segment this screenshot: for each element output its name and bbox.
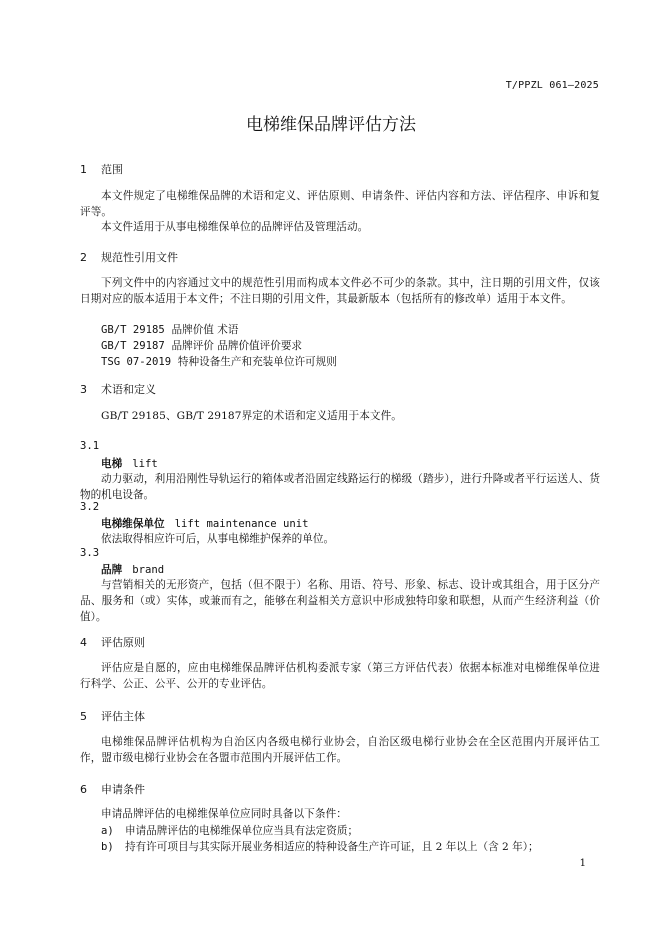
section-6-heading xyxy=(80,781,145,797)
term-en: brand xyxy=(132,564,165,576)
reference-name: 特种设备生产和充装单位许可规则 xyxy=(177,356,337,368)
section-number: 1 xyxy=(80,163,87,176)
list-item xyxy=(101,839,539,854)
section-title: 范围 xyxy=(101,163,123,176)
reference-name: 品牌评价 品牌价值评价要求 xyxy=(171,340,303,352)
term-number: 3.1 xyxy=(80,440,100,452)
term-en: lift maintenance unit xyxy=(174,518,309,530)
section-title: 评估原则 xyxy=(101,636,145,649)
list-marker: b) xyxy=(101,841,114,853)
section-number: 2 xyxy=(80,251,87,264)
section-4-heading xyxy=(80,634,145,650)
reference-code: GB/T 29185 xyxy=(101,324,165,336)
term-zh: 品牌 xyxy=(101,564,123,576)
section-number: 5 xyxy=(80,710,87,723)
section-3-paragraph-1: GB/T 29185、GB/T 29187界定的术语和定义适用于本文件。 xyxy=(101,410,402,422)
term-definition: 与营销相关的无形资产，包括（但不限于）名称、用语、符号、形象、标志、设计或其组合，用于区分产品、服务和（或）实体，或兼而有之，能够在利益相关方意识中形成独特印象和联想，从而产生经济利益（价值）。 xyxy=(80,579,600,623)
list-text: 申请品牌评估的电梯维保单位应当具有法定资质； xyxy=(125,825,359,837)
section-title: 规范性引用文件 xyxy=(101,251,178,264)
list-marker: a) xyxy=(101,825,114,837)
page-number: 1 xyxy=(579,858,586,869)
section-number: 4 xyxy=(80,636,87,649)
section-2-paragraph-1: 下列文件中的内容通过文中的规范性引用而构成本文件必不可少的条款。其中，注日期的引用文件，仅该日期对应的版本适用于本文件；不注日期的引用文件，其最新版本（包括所有的修改单）适用于本文件。 xyxy=(80,277,600,305)
section-6-paragraph-1: 申请品牌评估的电梯维保单位应同时具备以下条件： xyxy=(101,808,347,820)
term-number: 3.2 xyxy=(80,501,100,513)
section-5-paragraph-1: 电梯维保品牌评估机构为自治区内各级电梯行业协会，自治区级电梯行业协会在全区范围内开展评估工作，盟市级电梯行业协会在各盟市范围内开展评估工作。 xyxy=(80,736,600,764)
term-heading xyxy=(101,516,309,531)
term-definition: 依法取得相应许可后，从事电梯维护保养的单位。 xyxy=(101,533,335,545)
section-1-paragraph-1: 本文件规定了电梯维保品牌的术语和定义、评估原则、申请条件、评估内容和方法、评估程序、申诉和复评等。 xyxy=(80,190,600,218)
reference-item xyxy=(101,322,238,337)
term-heading xyxy=(101,562,164,577)
term-zh: 电梯维保单位 xyxy=(101,518,165,530)
term-heading xyxy=(101,456,158,471)
list-text: 持有许可项目与其实际开展业务相适应的特种设备生产许可证，且 2 年以上（含 2 年）； xyxy=(125,841,539,853)
section-title: 术语和定义 xyxy=(101,383,156,396)
term-number: 3.3 xyxy=(80,547,100,559)
section-title: 申请条件 xyxy=(101,783,145,796)
section-3-heading xyxy=(80,381,156,397)
section-title: 评估主体 xyxy=(101,710,145,723)
term-zh: 电梯 xyxy=(101,458,123,470)
section-4-paragraph-1: 评估应是自愿的，应由电梯维保品牌评估机构委派专家（第三方评估代表）依据本标准对电梯维保单位进行科学、公正、公平、公开的专业评估。 xyxy=(80,662,600,690)
section-1-heading xyxy=(80,161,123,177)
reference-code: GB/T 29187 xyxy=(101,340,165,352)
reference-item xyxy=(101,354,337,369)
section-5-heading xyxy=(80,708,145,724)
section-1-paragraph-2: 本文件适用于从事电梯维保单位的品牌评估及管理活动。 xyxy=(101,221,369,233)
term-en: lift xyxy=(132,458,158,470)
standard-number: T/PPZL 061—2025 xyxy=(505,80,599,91)
reference-item xyxy=(101,338,302,353)
list-item xyxy=(101,823,358,838)
section-2-heading xyxy=(80,249,178,265)
term-definition: 动力驱动，利用沿刚性导轨运行的箱体或者沿固定线路运行的梯级（踏步），进行升降或者平行运送人、货物的机电设备。 xyxy=(80,473,600,501)
reference-name: 品牌价值 术语 xyxy=(171,324,239,336)
section-number: 6 xyxy=(80,783,87,796)
document-title: 电梯维保品牌评估方法 xyxy=(246,115,416,135)
reference-code: TSG 07-2019 xyxy=(101,356,172,368)
section-number: 3 xyxy=(80,383,87,396)
